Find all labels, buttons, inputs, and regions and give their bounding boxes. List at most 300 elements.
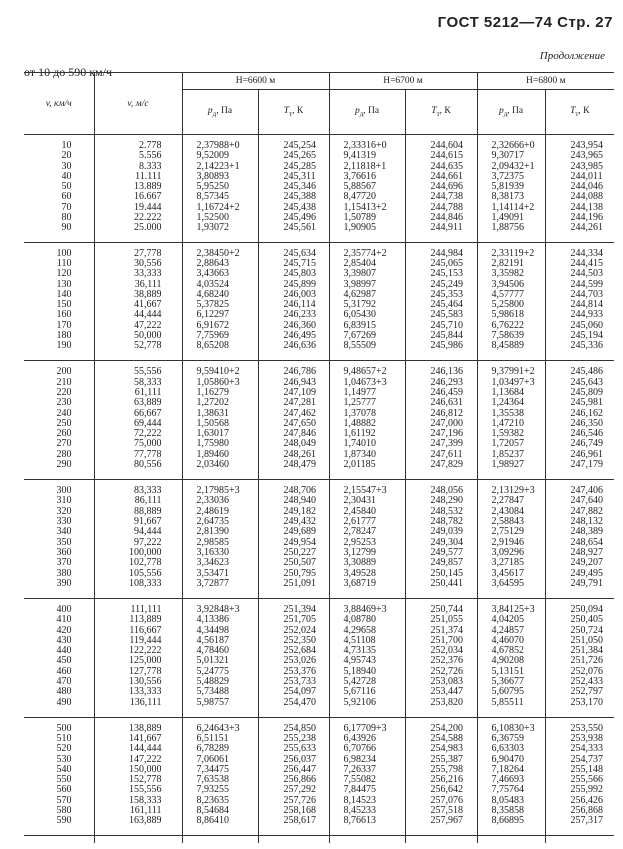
cell-value: 1,59382 <box>491 428 525 440</box>
cell-value: 16.667 <box>134 191 162 203</box>
cell-value: 52,778 <box>134 340 162 352</box>
cell-value: 110 <box>56 257 72 269</box>
cell-value: 130,556 <box>129 676 162 688</box>
cell-v-ms <box>94 480 182 599</box>
cell-value: 252,797 <box>570 686 604 698</box>
cell-t-6700 <box>405 242 477 361</box>
cell-value: 41,667 <box>134 299 162 311</box>
cell-value: 9,52009 <box>196 150 229 162</box>
cell-value: 20 <box>61 150 72 162</box>
cell-value: 6,10830+3 <box>491 722 535 734</box>
cell-value: 246,786 <box>283 366 316 378</box>
cell-value: 254,737 <box>570 753 604 765</box>
cell-value: 360 <box>56 546 72 558</box>
cell-value: 2,01185 <box>343 459 376 471</box>
cell-value: 245,981 <box>570 397 604 409</box>
cell-value: 257,076 <box>430 794 464 806</box>
cell-value: 130 <box>56 278 72 290</box>
cell-value: 3,72877 <box>196 577 229 589</box>
cell-value: 77,778 <box>134 448 162 460</box>
cell-p-6600 <box>182 836 258 843</box>
cell-value: 247,846 <box>283 428 316 440</box>
cell-value: 252,076 <box>570 665 604 677</box>
cell-value: 88,889 <box>134 505 162 517</box>
cell-t-6600 <box>258 598 329 717</box>
cell-value: 244,703 <box>570 288 604 300</box>
cell-value: 248,389 <box>570 526 604 538</box>
cell-value: 1,25777 <box>343 397 377 409</box>
cell-t-6700 <box>405 135 477 243</box>
cell-value: 246,162 <box>570 407 604 419</box>
cell-value: 2,09432+1 <box>491 160 535 172</box>
cell-value: 251,091 <box>283 577 316 589</box>
cell-value: 330 <box>56 516 72 528</box>
cell-t-6700 <box>405 480 477 599</box>
cell-value: 60 <box>61 191 72 203</box>
cell-value: 540 <box>56 763 72 775</box>
cell-value: 2,35774+2 <box>343 247 387 259</box>
cell-value: 7,75764 <box>491 784 525 796</box>
cell-value: 250,795 <box>283 567 316 579</box>
cell-value: 5,73488 <box>196 686 229 698</box>
cell-value: 210 <box>56 376 72 388</box>
cell-value: 6,63303 <box>491 743 525 755</box>
cell-value: 4,24857 <box>491 624 525 636</box>
cell-value: 163,889 <box>129 815 162 827</box>
cell-value: 244,615 <box>430 150 464 162</box>
cell-value: 5.556 <box>139 150 162 162</box>
atmosphere-table <box>24 72 614 843</box>
cell-value: 3,64595 <box>491 577 525 589</box>
cell-value: 50 <box>61 181 72 193</box>
cell-p-6600 <box>182 598 258 717</box>
cell-value: 460 <box>56 665 72 677</box>
cell-value: 6,83915 <box>343 319 377 331</box>
cell-value: 2,43084 <box>491 505 525 517</box>
cell-value: 245,496 <box>283 212 316 224</box>
cell-value: 1,74010 <box>343 438 377 450</box>
cell-value: 5,48829 <box>196 676 229 688</box>
cell-value: 8,14523 <box>343 794 377 806</box>
cell-value: 245,643 <box>570 376 604 388</box>
cell-value: 245,634 <box>283 247 316 259</box>
cell-value: 244,696 <box>430 181 464 193</box>
cell-value: 245,388 <box>283 191 316 203</box>
table-row <box>24 135 614 243</box>
cell-value: 247,281 <box>283 397 316 409</box>
cell-value: 252,376 <box>430 655 464 667</box>
cell-t-6600 <box>258 135 329 243</box>
cell-value: 2,98585 <box>196 536 229 548</box>
cell-v-kmh <box>24 836 94 843</box>
cell-value: 8,38173 <box>491 191 525 203</box>
cell-value: 152,778 <box>129 774 162 786</box>
cell-value: 91,667 <box>134 516 162 528</box>
cell-value: 66,667 <box>134 407 162 419</box>
cell-value: 253,820 <box>430 696 464 708</box>
cell-value: 244,635 <box>430 160 464 172</box>
cell-value: 254,588 <box>430 733 464 744</box>
cell-value: 5,01321 <box>196 655 229 667</box>
cell-value: 1,14114+2 <box>491 201 535 213</box>
table-body <box>24 135 614 844</box>
table-row <box>24 480 614 599</box>
cell-value: 9,48657+2 <box>343 366 387 378</box>
cell-value: 247,399 <box>430 438 464 450</box>
cell-t-6700 <box>405 717 477 836</box>
cell-value: 1,48882 <box>343 417 377 429</box>
cell-value: 1,04673+3 <box>343 376 387 388</box>
cell-value: 500 <box>56 722 72 734</box>
cell-value: 510 <box>56 733 72 744</box>
cell-value: 244,011 <box>570 170 603 182</box>
cell-value: 2,78247 <box>343 526 377 538</box>
cell-value: 2,30431 <box>343 495 377 507</box>
cell-value: 350 <box>56 536 72 548</box>
cell-value: 7,93255 <box>196 784 229 796</box>
cell-value: 220 <box>56 387 72 398</box>
cell-value: 246,350 <box>570 417 604 429</box>
cell-p-6600 <box>182 717 258 836</box>
cell-value: 580 <box>56 805 72 817</box>
cell-v-kmh <box>24 480 94 599</box>
cell-value: 4,73135 <box>343 645 377 657</box>
cell-value: 3,45617 <box>491 567 525 579</box>
cell-value: 6,24643+3 <box>196 722 240 734</box>
cell-value: 122,222 <box>129 645 162 657</box>
col-header-h6700: H=6700 м <box>329 73 477 90</box>
cell-value: 11.111 <box>135 170 162 182</box>
cell-value: 55,556 <box>134 366 162 378</box>
cell-value: 244,046 <box>570 181 604 193</box>
table-row <box>24 717 614 836</box>
cell-value: 2,82191 <box>491 257 525 269</box>
cell-value: 256,642 <box>430 784 464 796</box>
table-row <box>24 598 614 717</box>
cell-value: 254,097 <box>283 686 316 698</box>
cell-value: 253,733 <box>283 676 316 688</box>
cell-v-kmh <box>24 135 94 243</box>
cell-value: 247,196 <box>430 428 464 440</box>
cell-value: 245,265 <box>283 150 316 162</box>
cell-value: 1,88756 <box>491 222 525 234</box>
cell-value: 5,42728 <box>343 676 377 688</box>
cell-t-6600 <box>258 717 329 836</box>
cell-value: 5,18940 <box>343 665 377 677</box>
cell-v-ms <box>94 598 182 717</box>
cell-value: 2,15547+3 <box>343 485 387 497</box>
cell-value: 6,51151 <box>196 733 229 744</box>
cell-value: 2.778 <box>139 140 162 151</box>
cell-value: 420 <box>56 624 72 636</box>
cell-value: 69,444 <box>134 417 162 429</box>
cell-value: 5,31792 <box>343 299 377 311</box>
table-row <box>24 361 614 480</box>
cell-value: 252,350 <box>283 634 316 646</box>
cell-value: 244,661 <box>430 170 464 182</box>
cell-value: 1,49091 <box>491 212 525 224</box>
cell-value: 246,546 <box>570 428 604 440</box>
cell-p-6700 <box>329 361 405 480</box>
cell-value: 4,34498 <box>196 624 229 636</box>
cell-value: 158,333 <box>129 794 162 806</box>
table-row <box>24 242 614 361</box>
cell-value: 2,48619 <box>196 505 229 517</box>
cell-value: 4,57777 <box>491 288 525 300</box>
cell-value: 244,788 <box>430 201 464 213</box>
cell-value: 155,556 <box>129 784 162 796</box>
cell-value: 5,13151 <box>491 665 525 677</box>
cell-value: 5,37825 <box>196 299 229 311</box>
cell-value: 3,94506 <box>491 278 525 290</box>
cell-value: 4,95743 <box>343 655 377 667</box>
cell-value: 7,46693 <box>491 774 525 786</box>
cell-value: 1,13684 <box>491 387 525 398</box>
cell-value: 243,985 <box>570 160 604 172</box>
cell-value: 244,415 <box>570 257 604 269</box>
cell-value: 61,111 <box>134 387 162 398</box>
cell-value: 2,81390 <box>196 526 229 538</box>
cell-p-6800 <box>477 598 545 717</box>
cell-value: 250,507 <box>283 557 316 569</box>
cell-value: 50,000 <box>134 330 162 342</box>
cell-value: 570 <box>56 794 72 806</box>
cell-value: 180 <box>56 330 72 342</box>
cell-value: 260 <box>56 428 72 440</box>
cell-value: 6,17709+3 <box>343 722 387 734</box>
cell-value: 440 <box>56 645 72 657</box>
cell-p-6800 <box>477 717 545 836</box>
cell-value: 245,844 <box>430 330 464 342</box>
cell-value: 255,238 <box>283 733 316 744</box>
cell-t-6800 <box>545 836 614 843</box>
cell-value: 320 <box>56 505 72 517</box>
cell-value: 244,088 <box>570 191 604 203</box>
cell-value: 3,27185 <box>491 557 525 569</box>
cell-value: 253,550 <box>570 722 604 734</box>
cell-value: 249,577 <box>430 546 464 558</box>
cell-t-6800 <box>545 135 614 243</box>
cell-value: 4,46070 <box>491 634 525 646</box>
cell-value: 251,384 <box>570 645 604 657</box>
cell-value: 1,16724+2 <box>196 201 240 213</box>
cell-value: 170 <box>56 319 72 331</box>
cell-value: 2,13129+3 <box>491 485 535 497</box>
cell-value: 2,85404 <box>343 257 377 269</box>
cell-v-ms <box>94 242 182 361</box>
cell-value: 244,984 <box>430 247 464 259</box>
cell-value: 6,12297 <box>196 309 229 321</box>
cell-value: 1,75980 <box>196 438 229 450</box>
cell-value: 480 <box>56 686 72 698</box>
cell-value: 200 <box>56 366 72 378</box>
cell-value: 249,182 <box>283 505 316 517</box>
cell-value: 6,78289 <box>196 743 229 755</box>
cell-value: 250,145 <box>430 567 464 579</box>
col-header-t-6700: $T_т$, К <box>405 90 477 135</box>
cell-value: 430 <box>56 634 72 646</box>
cell-value: 38,889 <box>134 288 162 300</box>
cell-value: 4,62987 <box>343 288 377 300</box>
cell-value: 47,222 <box>134 319 162 331</box>
cell-value: 4,51108 <box>343 634 376 646</box>
cell-value: 251,700 <box>430 634 464 646</box>
cell-value: 247,179 <box>570 459 604 471</box>
cell-value: 244,933 <box>570 309 604 321</box>
cell-value: 4,67852 <box>491 645 525 657</box>
cell-value: 3,84125+3 <box>491 603 535 615</box>
cell-value: 390 <box>56 577 72 589</box>
cell-value: 246,812 <box>430 407 464 419</box>
cell-value: 249,304 <box>430 536 464 548</box>
cell-value: 254,983 <box>430 743 464 755</box>
cell-value: 2,27847 <box>491 495 525 507</box>
cell-value: 8,57345 <box>196 191 229 203</box>
cell-value: 27,778 <box>134 247 162 259</box>
cell-value: 253,447 <box>430 686 464 698</box>
cell-value: 245,249 <box>430 278 464 290</box>
cell-value: 5,98618 <box>491 309 525 321</box>
cell-value: 63,889 <box>134 397 162 409</box>
cell-value: 249,432 <box>283 516 316 528</box>
cell-value: 1,14977 <box>343 387 377 398</box>
cell-v-kmh <box>24 242 94 361</box>
cell-value: 190 <box>56 340 72 352</box>
cell-value: 250,724 <box>570 624 604 636</box>
cell-value: 141,667 <box>129 733 162 744</box>
cell-t-6600 <box>258 242 329 361</box>
cell-value: 150 <box>56 299 72 311</box>
cell-value: 250,227 <box>283 546 316 558</box>
cell-value: 245,710 <box>430 319 464 331</box>
cell-value: 248,056 <box>430 485 464 497</box>
cell-v-kmh <box>24 717 94 836</box>
cell-p-6700 <box>329 135 405 243</box>
cell-t-6800 <box>545 717 614 836</box>
cell-p-6700 <box>329 717 405 836</box>
cell-value: 230 <box>56 397 72 409</box>
col-header-t-6600: $T_т$, К <box>258 90 329 135</box>
cell-value: 252,684 <box>283 645 316 657</box>
cell-value: 9,37991+2 <box>491 366 535 378</box>
cell-value: 244,503 <box>570 268 604 280</box>
cell-value: 250,094 <box>570 603 604 615</box>
cell-value: 4,90208 <box>491 655 525 667</box>
cell-value: 520 <box>56 743 72 755</box>
cell-p-6600 <box>182 361 258 480</box>
cell-value: 245,060 <box>570 319 604 331</box>
cell-value: 116,667 <box>129 624 162 636</box>
cell-value: 30 <box>61 160 72 172</box>
cell-value: 44,444 <box>134 309 162 321</box>
cell-value: 252,024 <box>283 624 316 636</box>
cell-value: 4,56187 <box>196 634 229 646</box>
cell-value: 251,050 <box>570 634 604 646</box>
cell-value: 244,911 <box>430 222 463 234</box>
cell-value: 246,003 <box>283 288 316 300</box>
cell-value: 1,72057 <box>491 438 525 450</box>
cell-value: 3,35982 <box>491 268 525 280</box>
cell-value: 246,749 <box>570 438 604 450</box>
cell-value: 256,216 <box>430 774 464 786</box>
cell-value: 257,292 <box>283 784 316 796</box>
cell-value: 4,68240 <box>196 288 229 300</box>
cell-value: 7,84475 <box>343 784 377 796</box>
cell-value: 7,58639 <box>491 330 525 342</box>
cell-value: 247,829 <box>430 459 464 471</box>
cell-value: 257,317 <box>570 815 604 827</box>
cell-value: 253,938 <box>570 733 604 744</box>
cell-value: 105,556 <box>129 567 162 579</box>
cell-value: 248,479 <box>283 459 316 471</box>
col-header-t-6800: $T_т$, К <box>545 90 614 135</box>
cell-t-6800 <box>545 480 614 599</box>
cell-value: 36,111 <box>134 278 162 290</box>
cell-value: 254,333 <box>570 743 604 755</box>
page-header: ГОСТ 5212—74 Стр. 27 <box>437 14 613 31</box>
cell-value: 256,426 <box>570 794 604 806</box>
cell-value: 249,039 <box>430 526 464 538</box>
cell-value: 100,000 <box>129 546 162 558</box>
cell-value: 2,58843 <box>491 516 525 528</box>
cell-value: 8.333 <box>139 160 162 172</box>
cell-value: 8,23635 <box>196 794 229 806</box>
cell-value: 25.000 <box>134 222 162 234</box>
cell-value: 252,433 <box>570 676 604 688</box>
cell-t-6700 <box>405 836 477 843</box>
cell-value: 245,899 <box>283 278 316 290</box>
cell-value: 2,95253 <box>343 536 377 548</box>
cell-value: 120 <box>56 268 72 280</box>
cell-value: 1,24364 <box>491 397 525 409</box>
cell-value: 4,08780 <box>343 614 377 626</box>
cell-value: 8,45889 <box>491 340 525 352</box>
cell-p-6600 <box>182 135 258 243</box>
cell-value: 6,98234 <box>343 753 377 765</box>
cell-value: 251,705 <box>283 614 316 626</box>
cell-value: 40 <box>61 170 72 182</box>
cell-value: 247,650 <box>283 417 316 429</box>
cell-value: 5,92106 <box>343 696 377 708</box>
cell-value: 247,406 <box>570 485 604 497</box>
cell-value: 400 <box>56 603 72 615</box>
cell-p-6700 <box>329 480 405 599</box>
cell-value: 2,33119+2 <box>491 247 535 259</box>
cell-value: 72,222 <box>134 428 162 440</box>
cell-value: 1,38631 <box>196 407 229 419</box>
cell-value: 254,470 <box>283 696 316 708</box>
cell-value: 245,194 <box>570 330 604 342</box>
cell-value: 140 <box>56 288 72 300</box>
cell-value: 249,689 <box>283 526 316 538</box>
cell-value: 3,80893 <box>196 170 229 182</box>
cell-value: 2,61777 <box>343 516 377 528</box>
cell-value: 5,60795 <box>491 686 525 698</box>
cell-value: 249,954 <box>283 536 316 548</box>
cell-value: 248,706 <box>283 485 316 497</box>
cell-value: 1,50568 <box>196 417 229 429</box>
cell-value: 245,254 <box>283 140 316 151</box>
cell-value: 7,55082 <box>343 774 377 786</box>
cell-value: 245,803 <box>283 268 316 280</box>
cell-value: 5,85511 <box>491 696 524 708</box>
cell-value: 1,87340 <box>343 448 377 460</box>
cell-p-6800 <box>477 480 545 599</box>
cell-value: 245,346 <box>283 181 316 193</box>
cell-value: 1,35538 <box>491 407 525 419</box>
cell-value: 70 <box>61 201 72 213</box>
cell-value: 244,814 <box>570 299 604 311</box>
